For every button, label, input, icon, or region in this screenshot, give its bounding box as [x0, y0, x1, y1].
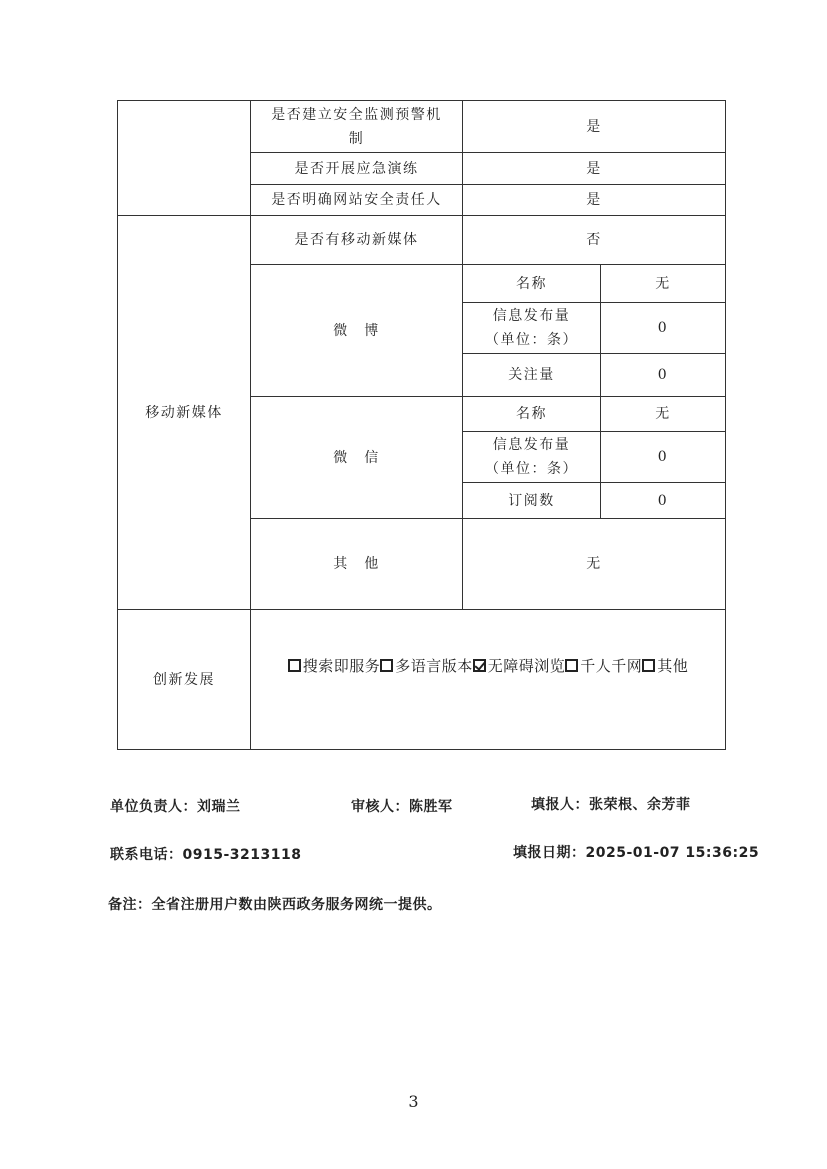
other-label: 其 他 — [250, 518, 463, 610]
wechat-posts-label: 信息发布量（单位：条） — [462, 431, 601, 483]
option-search-service — [288, 654, 381, 678]
option-personalized-label: 千人千网 — [580, 657, 643, 675]
answer-drill: 是 — [462, 152, 726, 185]
innovation-options — [288, 654, 689, 678]
wechat-label: 微 信 — [250, 396, 463, 519]
wechat-subs-value: 0 — [600, 482, 726, 519]
fill-date: 填报日期：2025-01-07 15:36:25 — [513, 845, 760, 861]
option-multilang — [380, 654, 473, 678]
option-other-label: 其他 — [657, 657, 689, 675]
unit-head: 单位负责人：刘瑞兰 — [110, 799, 241, 815]
report-table — [117, 100, 726, 750]
filler: 填报人：张荣根、余芳菲 — [531, 797, 691, 813]
innovation-options-cell — [250, 609, 726, 750]
option-personalized — [565, 654, 642, 678]
weibo-label: 微 博 — [250, 264, 463, 397]
wechat-name-value: 无 — [600, 396, 726, 432]
page-number: 3 — [408, 1092, 419, 1111]
reviewer: 审核人：陈胜军 — [351, 799, 453, 815]
option-multilang-checkbox — [380, 659, 393, 672]
option-accessibility-checkbox — [473, 659, 486, 672]
remark-note: 备注：全省注册用户数由陕西政务服务网统一提供。 — [108, 897, 442, 913]
option-search-service-label: 搜索即服务 — [302, 657, 381, 675]
question-has-mobile: 是否有移动新媒体 — [250, 215, 463, 265]
wechat-subs-label: 订阅数 — [462, 482, 601, 519]
option-personalized-checkbox — [565, 659, 578, 672]
weibo-followers-label: 关注量 — [462, 353, 601, 397]
question-monitoring: 是否建立安全监测预警机制 — [250, 100, 463, 153]
option-accessibility — [473, 654, 566, 678]
section-label-mobile: 移动新媒体 — [117, 215, 251, 610]
option-other-checkbox — [642, 659, 655, 672]
weibo-posts-value: 0 — [600, 302, 726, 354]
section-label-innovation: 创新发展 — [117, 609, 251, 750]
answer-monitoring: 是 — [462, 100, 726, 153]
other-value: 无 — [462, 518, 726, 610]
answer-responsible: 是 — [462, 184, 726, 216]
option-search-service-checkbox — [288, 659, 301, 672]
section-cell-security — [117, 100, 251, 216]
contact-phone: 联系电话：0915-3213118 — [110, 847, 302, 863]
option-accessibility-label: 无障碍浏览 — [487, 657, 566, 675]
wechat-name-label: 名称 — [462, 396, 601, 432]
weibo-followers-value: 0 — [600, 353, 726, 397]
wechat-posts-value: 0 — [600, 431, 726, 483]
weibo-posts-label: 信息发布量（单位：条） — [462, 302, 601, 354]
question-responsible: 是否明确网站安全责任人 — [250, 184, 463, 216]
weibo-name-value: 无 — [600, 264, 726, 303]
option-other — [642, 654, 688, 678]
weibo-name-label: 名称 — [462, 264, 601, 303]
option-multilang-label: 多语言版本 — [395, 657, 473, 675]
answer-has-mobile: 否 — [462, 215, 726, 265]
question-drill: 是否开展应急演练 — [250, 152, 463, 185]
